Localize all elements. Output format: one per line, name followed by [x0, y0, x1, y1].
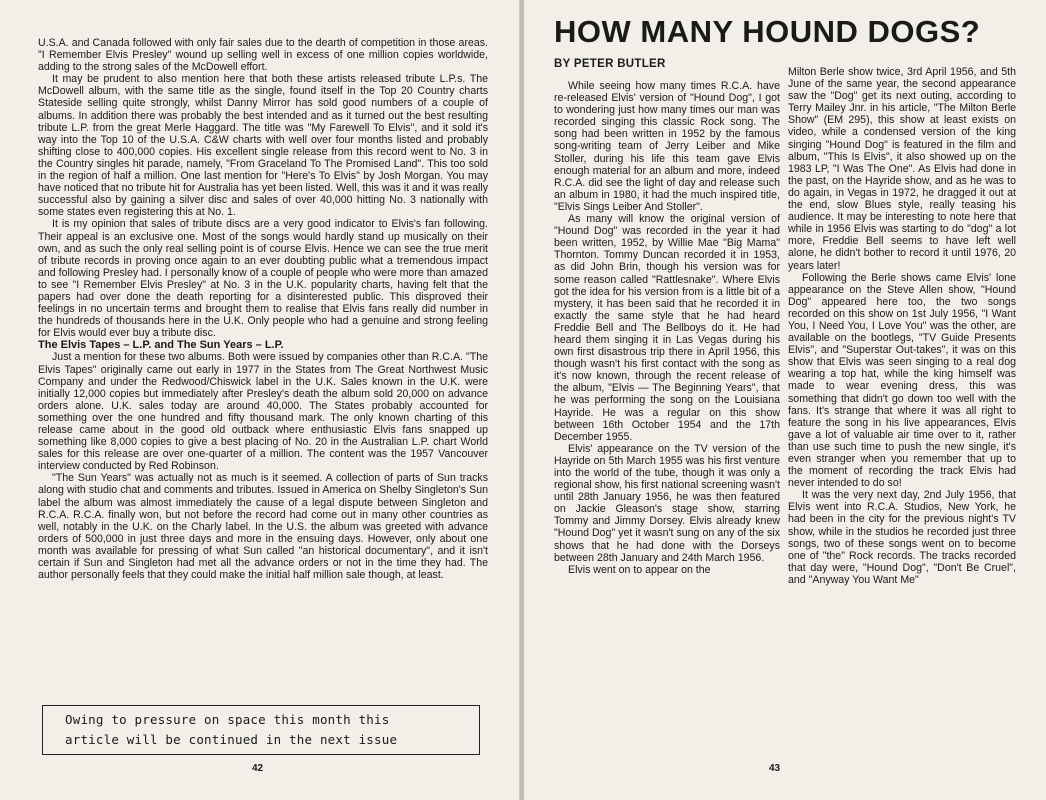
right-page — [524, 0, 1046, 800]
paragraph: "The Sun Years" was actually not as much is it seemed. A collection of parts of Sun tracks along with studio chat and comments and tributes. Issued in America on Shelby Singleton's Sun label the album was almost immediately the cause of a legal dispute between Singleton and R.C.A. R.C.A. finally won, but not before the record had come out in many other countries as well, notably in the U.K. on the Charly label. In the U.S. the album was greeted with advance orders of 500,000 in just three days and more in the ensuing days. However, only about one month was available for pressing of what Sun called "an historical documentary", and it isn't certain if Sun and Singleton had met all the advance orders or not in the time they had. The author personally feels that they could make the initial half million sale though, at least. — [38, 472, 488, 582]
paragraph: Following the Berle shows came Elvis' lone appearance on the Steve Allen show, "Hound Dog" appeared here too, the two songs recorded on this show on 1st July 1956, "I Want You, I Need You, I Love You" was the other, are available on the bootlegs, "TV Guide Presents Elvis", and "Superstar Out-takes", it was on this show that Elvis was seen singing to a real dog wearing a top hat, while the king himself was made to wear evening dress, this was something that didn't go down too well with the fans. It's strange that where it was all right to feature the song in his live appearances, Elvis gave a lot of valuable air time over to it, rather than use such time to push the new single, it's even stranger when you remember that up to the moment of recording the track Elvis had never intended to do so! — [788, 271, 1016, 490]
section-subheading: The Elvis Tapes – L.P. and The Sun Years – L.P. — [38, 339, 284, 352]
paragraph: While seeing how many times R.C.A. have re-released Elvis' version of "Hound Dog", I got to wondering just how many times our man was recorded singing this classic Rock song. The song had been written in 1952 by the famous song-writing team of Jerry Leiber and Mike Stoller, during his life this team gave Elvis enough material for an album and more, indeed R.C.A. did see the light of day and release such an album in 1980, it had the much inspired title, "Elvis Sings Leiber And Stoller". — [554, 80, 780, 213]
page-number: 42 — [252, 763, 264, 774]
left-page — [0, 0, 520, 800]
paragraph: As many will know the original version of "Hound Dog" was recorded in the year it had been written, 1952, by Willie Mae "Big Mama" Thornton. Tommy Duncan recorded it in 1953, as did John Brin, though his version was for some reason called "Rattlesnake". Where Elvis got the idea for his version from is a little bit of a mystery, it has been said that he recorded it in exactly the same style that he had heard Freddie Bell and The Bellboys do it. He had heard them singing it in Las Vegas during his own first disastrous trip there in April 1956, this though wasn't his first contact with the song as it's now known, through the recent release of the album, "Elvis — The Beginning Years", that he was performing the song on the Louisiana Hayride. He was a regular on this show between 16th October 1954 and the 17th December 1955. — [554, 213, 780, 443]
notice-line: Owing to pressure on space this month this — [65, 712, 390, 727]
paragraph: Just a mention for these two albums. Both were issued by companies other than R.C.A. "The Elvis Tapes" originally came out early in 1977 in the States from The Great Northwest Music Company and under the Redwood/Chiswick label in the U.K. Sales known in the U.K. were initially 12,000 copies but immediately after Presley's death the album sold 20,000 on advance orders alone. U.K. sales today are around 40,000. The States probably accounted for something over the one hundred and fifty thousand mark. The only known charting of this release came about in the good old outback where enthusiastic Elvis fans snapped up something like 8,000 copies to give a best placing of No. 20 in the Australian L.P. chart World sales for this release are over one-quarter of a million. The content was the 1957 Vancouver interview conducted by Red Robinson. — [38, 351, 488, 473]
paragraph: Milton Berle show twice, 3rd April 1956, and 5th June of the same year, the second appearance saw the "Dog" get its next outing, according to Terry Mailey Jnr. in his article, "The Milton Berle Show" (EM 295), this show at least exists on video, while a condensed version of the king singing "Hound Dog" is featured in the film and album, "This Is Elvis", it also showed up on the 1983 LP, "I Was The One". As Elvis had done in the past, on the Hayride show, and as he was to do again, in Vegas in 1972, he dragged it out at the end, slow Blues style, really teasing his audience. It may be interesting to note here that while in 1956 Elvis was starting to do "dog" a lot more, Freddie Bell seems to have left well alone, he didn't bother to record it until 1976, 20 years later! — [788, 66, 1016, 272]
article-title: HOW MANY HOUND DOGS? — [554, 14, 981, 49]
paragraph: Elvis went on to appear on the — [568, 563, 711, 576]
article-column-1 — [554, 80, 780, 748]
paragraph: U.S.A. and Canada followed with only fair sales due to the dearth of competition in those areas. "I Remember Elvis Presley" wound up selling well in excess of one million copies worldwide, adding to the strong sales of the McDowell effort. — [38, 37, 488, 74]
byline: BY PETER BUTLER — [554, 58, 666, 70]
page-number: 43 — [769, 763, 781, 774]
article-column-2 — [788, 66, 1016, 748]
paragraph: It is my opinion that sales of tribute discs are a very good indicator to Elvis's fan following. Their appeal is an exclusive one. Most of the songs would hardly stand up musically on their own, and as such the only real selling point is of course Elvis. Hence we can see the true merit of tribute records in proving once again to an ever doubting public what a tremendous impact and following Presley had. I personally know of a couple of people who were more than amazed to see "I Remember Elvis Presley" at No. 3 in the U.K. popularity charts, having felt that the papers had over done the death reporting for a disinterested public. This disproved their feelings in no uncertain terms and brought them to realise that Elvis fans really did number in the hundreds of thousands here in the U.K. Only people who had a genuine and strong feeling for Elvis would ever buy a tribute disc. — [38, 218, 488, 340]
paragraph: Elvis' appearance on the TV version of the Hayride on 5th March 1955 was his first venture into the world of the tube, though it was only a regional show, his first national screening wasn't until 28th January 1956, he was then featured on Jackie Gleason's stage show, starring Tommy and Jimmy Dorsey. Elvis already knew "Hound Dog" yet it wasn't sung on any of the six shows that he had done with the Dorseys between 28th January and 24th March 1956. — [554, 442, 780, 564]
paragraph: It may be prudent to also mention here that both these artists released tribute L.P.s. The McDowell album, with the same title as the single, found itself in the Top 20 Country charts Stateside selling quite strongly, whilst Danny Mirror has sold good numbers of a couple of albums. In addition there was probably the best intended and as it turned out the best resulting tribute L.P. from the great Merle Haggard. The title was "My Farewell To Elvis", and it sold it's way into the Top 10 of the U.S.A. C&W charts with well over four months listed and probably shifting close to 400,000 copies. His excellent single release from this record went to No. 3 in the Country singles hit parade, namely, "From Graceland To The Promised Land". This too sold in the region of half a million. One last mention for "Here's To Elvis" by Josh Morgan. You may have noticed that no tribute hit for Australia has yet been listed. Well, this was it and it was really successful also by gaining a silver disc and sales of over 40,000 hitting No. 3 nationally with some states even registering this at No. 1. — [38, 73, 488, 219]
left-page-text — [38, 37, 488, 682]
notice-line: article will be continued in the next issue — [65, 732, 398, 747]
continued-notice-box — [42, 705, 480, 755]
paragraph: It was the very next day, 2nd July 1956, that Elvis went into R.C.A. Studios, New York, he had been in the city for the previous night's TV show, while in the studios he recorded just three songs, two of these songs went on to become one of "the" Rock records. The tracks recorded that day were, "Hound Dog", "Don't Be Cruel", and "Anyway You Want Me" — [788, 489, 1016, 586]
